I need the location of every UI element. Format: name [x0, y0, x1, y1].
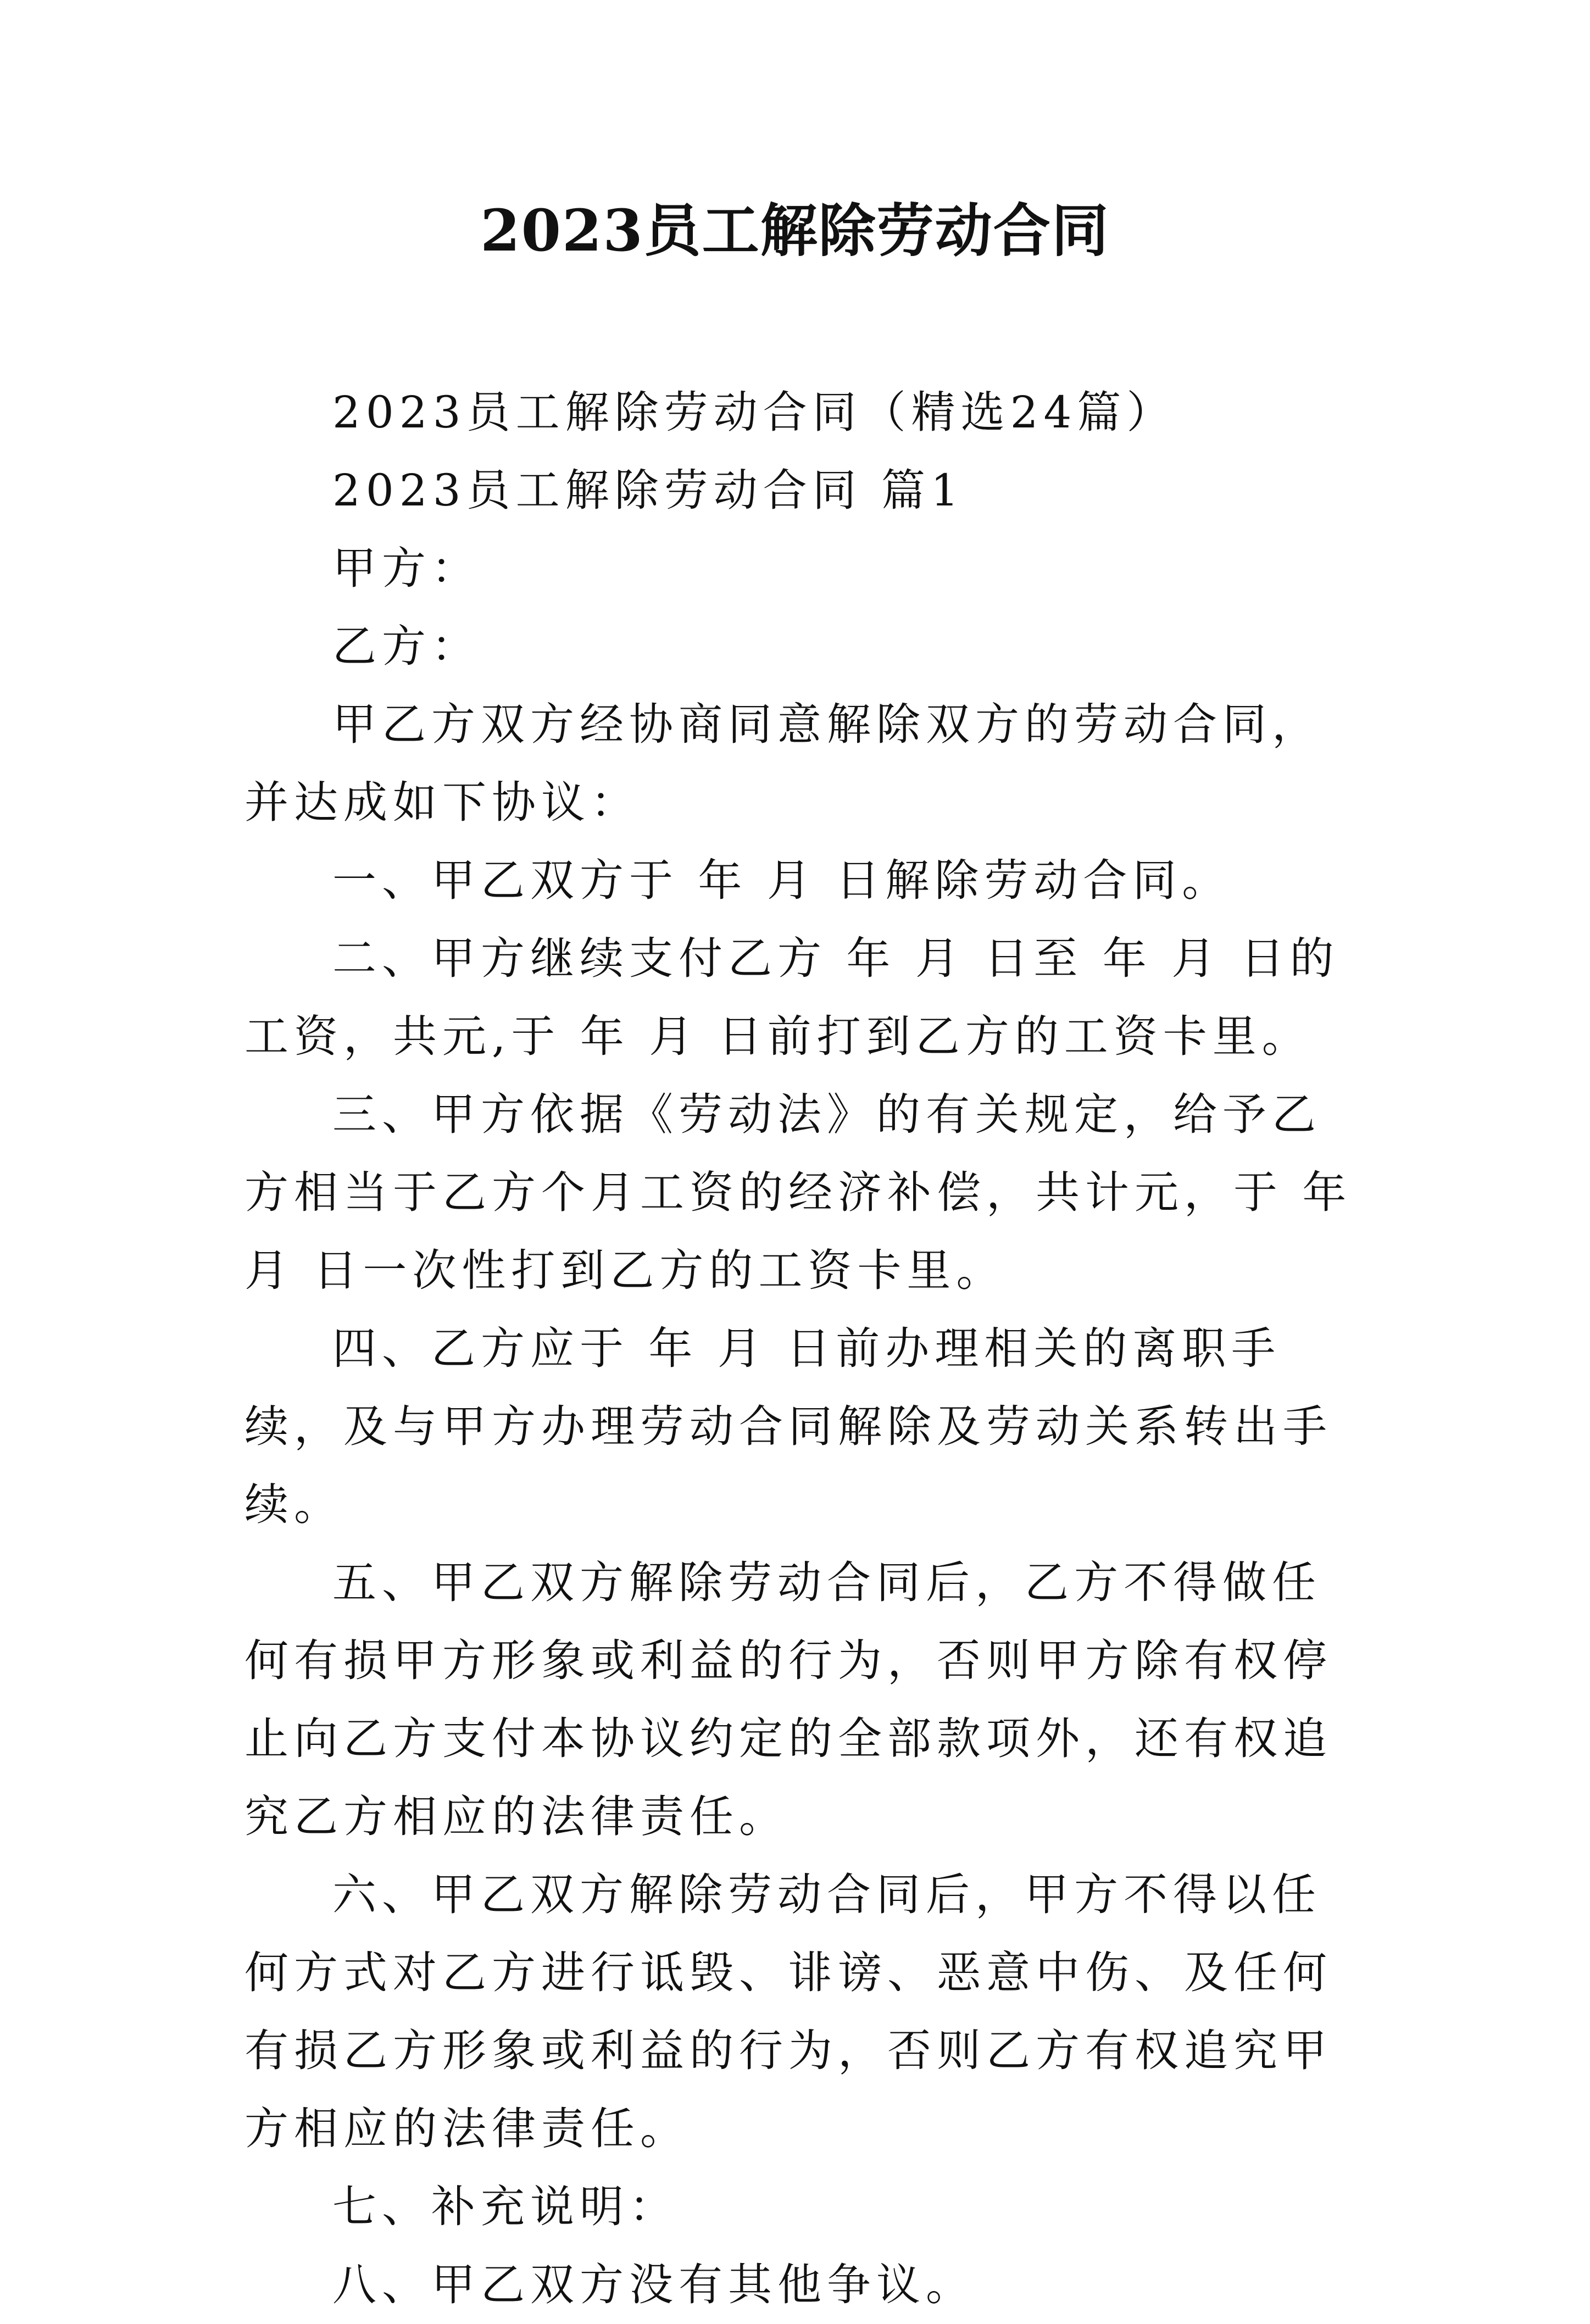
paragraph-clause-8: 八、甲乙双方没有其他争议。	[332, 2259, 975, 2310]
document-title: 2023员工解除劳动合同	[480, 197, 1110, 264]
paragraph-clause-7: 七、补充说明：	[332, 2181, 679, 2232]
paragraph-party-b: 乙方：	[332, 621, 481, 672]
paragraph-section-heading: 2023员工解除劳动合同 篇1	[332, 465, 964, 516]
paragraph-subtitle: 2023员工解除劳动合同（精选24篇）	[332, 387, 1176, 438]
paragraph-party-a: 甲方：	[332, 543, 481, 594]
paragraph-clause-2: 二、甲方继续支付乙方 年 月 日至 年 月 日的工资，共元,于 年 月 日前打到乙方的工资卡里。	[244, 933, 1339, 1062]
paragraph-intro: 甲乙方双方经协商同意解除双方的劳动合同，并达成如下协议：	[244, 699, 1321, 828]
paragraph-clause-3: 三、甲方依据《劳动法》的有关规定，给予乙方相当于乙方个月工资的经济补偿，共计元，于 年 月 日一次性打到乙方的工资卡里。	[244, 1089, 1352, 1296]
paragraph-clause-6: 六、甲乙双方解除劳动合同后，甲方不得以任何方式对乙方进行诋毁、诽谤、恶意中伤、及任何有损乙方形象或利益的行为，否则乙方有权追究甲方相应的法律责任。	[244, 1869, 1332, 2154]
paragraph-clause-1: 一、甲乙双方于 年 月 日解除劳动合同。	[332, 855, 1232, 906]
paragraph-clause-4: 四、乙方应于 年 月 日前办理相关的离职手续，及与甲方办理劳动合同解除及劳动关系转出手续。	[244, 1323, 1332, 1530]
paragraph-clause-5: 五、甲乙双方解除劳动合同后，乙方不得做任何有损甲方形象或利益的行为，否则甲方除有权停止向乙方支付本协议约定的全部款项外，还有权追究乙方相应的法律责任。	[244, 1557, 1332, 1842]
document-body	[244, 374, 1354, 2324]
